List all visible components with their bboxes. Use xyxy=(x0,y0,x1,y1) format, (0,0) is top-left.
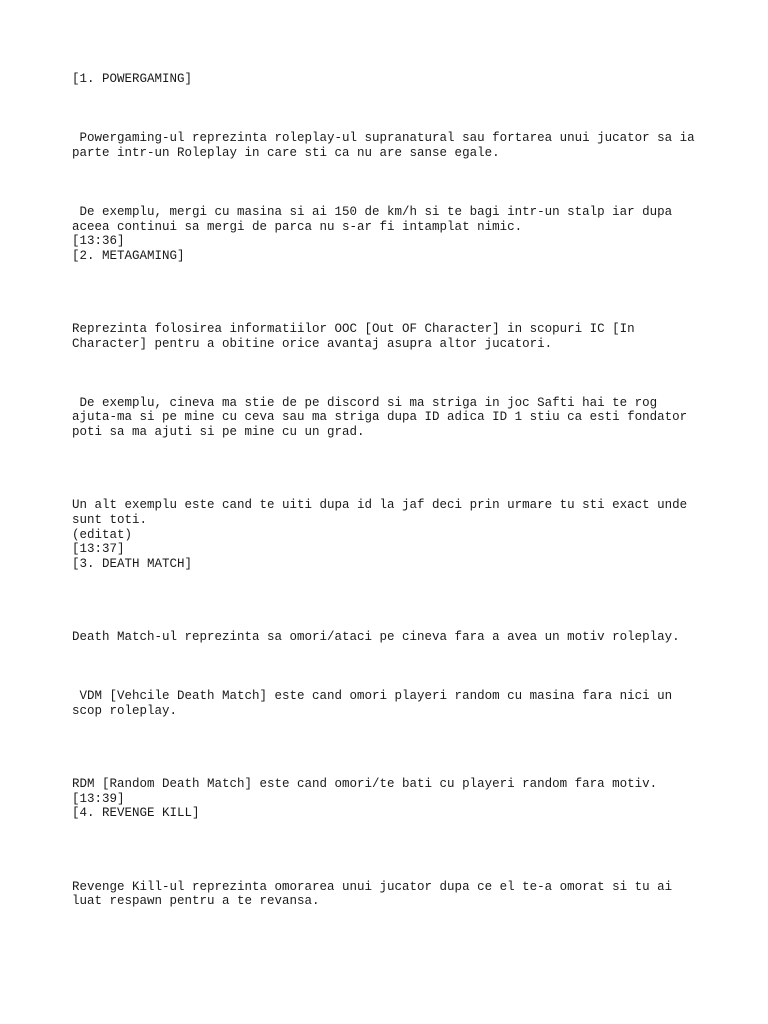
edited-note: (editat) xyxy=(72,528,133,542)
paragraph-line: De exemplu, mergi cu masina si ai 150 de km/h si te bagi intr-un stalp iar dupa xyxy=(72,205,673,219)
paragraph-line: Reprezinta folosirea informatiilor OOC [Out OF Character] in scopuri IC [In xyxy=(72,322,635,336)
paragraph-line: sunt toti. xyxy=(72,513,148,527)
paragraph-line: Revenge Kill-ul reprezinta omorarea unui jucator dupa ce el te-a omorat si tu ai xyxy=(72,880,673,894)
section-heading-metagaming: [2. METAGAMING] xyxy=(72,249,185,263)
paragraph-line: De exemplu, cineva ma stie de pe discord si ma striga in joc Safti hai te rog xyxy=(72,396,658,410)
section-heading-revenge-kill: [4. REVENGE KILL] xyxy=(72,806,200,820)
timestamp: [13:37] xyxy=(72,542,125,556)
paragraph-line: Character] pentru a obitine orice avantaj asupra altor jucatori. xyxy=(72,337,553,351)
timestamp: [13:36] xyxy=(72,234,125,248)
paragraph-line: aceea continui sa mergi de parca nu s-ar fi intamplat nimic. xyxy=(72,220,523,234)
paragraph-line: RDM [Random Death Match] este cand omori/te bati cu playeri random fara motiv. xyxy=(72,777,658,791)
paragraph-line: parte intr-un Roleplay in care sti ca nu are sanse egale. xyxy=(72,146,500,160)
paragraph-line: luat respawn pentru a te revansa. xyxy=(72,894,320,908)
paragraph-line: ajuta-ma si pe mine cu ceva sau ma striga dupa ID adica ID 1 stiu ca esti fondator xyxy=(72,410,688,424)
paragraph-line: scop roleplay. xyxy=(72,704,178,718)
timestamp: [13:39] xyxy=(72,792,125,806)
section-heading-powergaming: [1. POWERGAMING] xyxy=(72,72,193,86)
paragraph-line: poti sa ma ajuti si pe mine cu un grad. xyxy=(72,425,365,439)
paragraph-line: Powergaming-ul reprezinta roleplay-ul supranatural sau fortarea unui jucator sa ia xyxy=(72,131,695,145)
paragraph-line: Death Match-ul reprezinta sa omori/ataci pe cineva fara a avea un motiv roleplay. xyxy=(72,630,680,644)
section-heading-death-match: [3. DEATH MATCH] xyxy=(72,557,193,571)
paragraph-line: Un alt exemplu este cand te uiti dupa id la jaf deci prin urmare tu sti exact unde xyxy=(72,498,688,512)
paragraph-line: VDM [Vehcile Death Match] este cand omori playeri random cu masina fara nici un xyxy=(72,689,673,703)
